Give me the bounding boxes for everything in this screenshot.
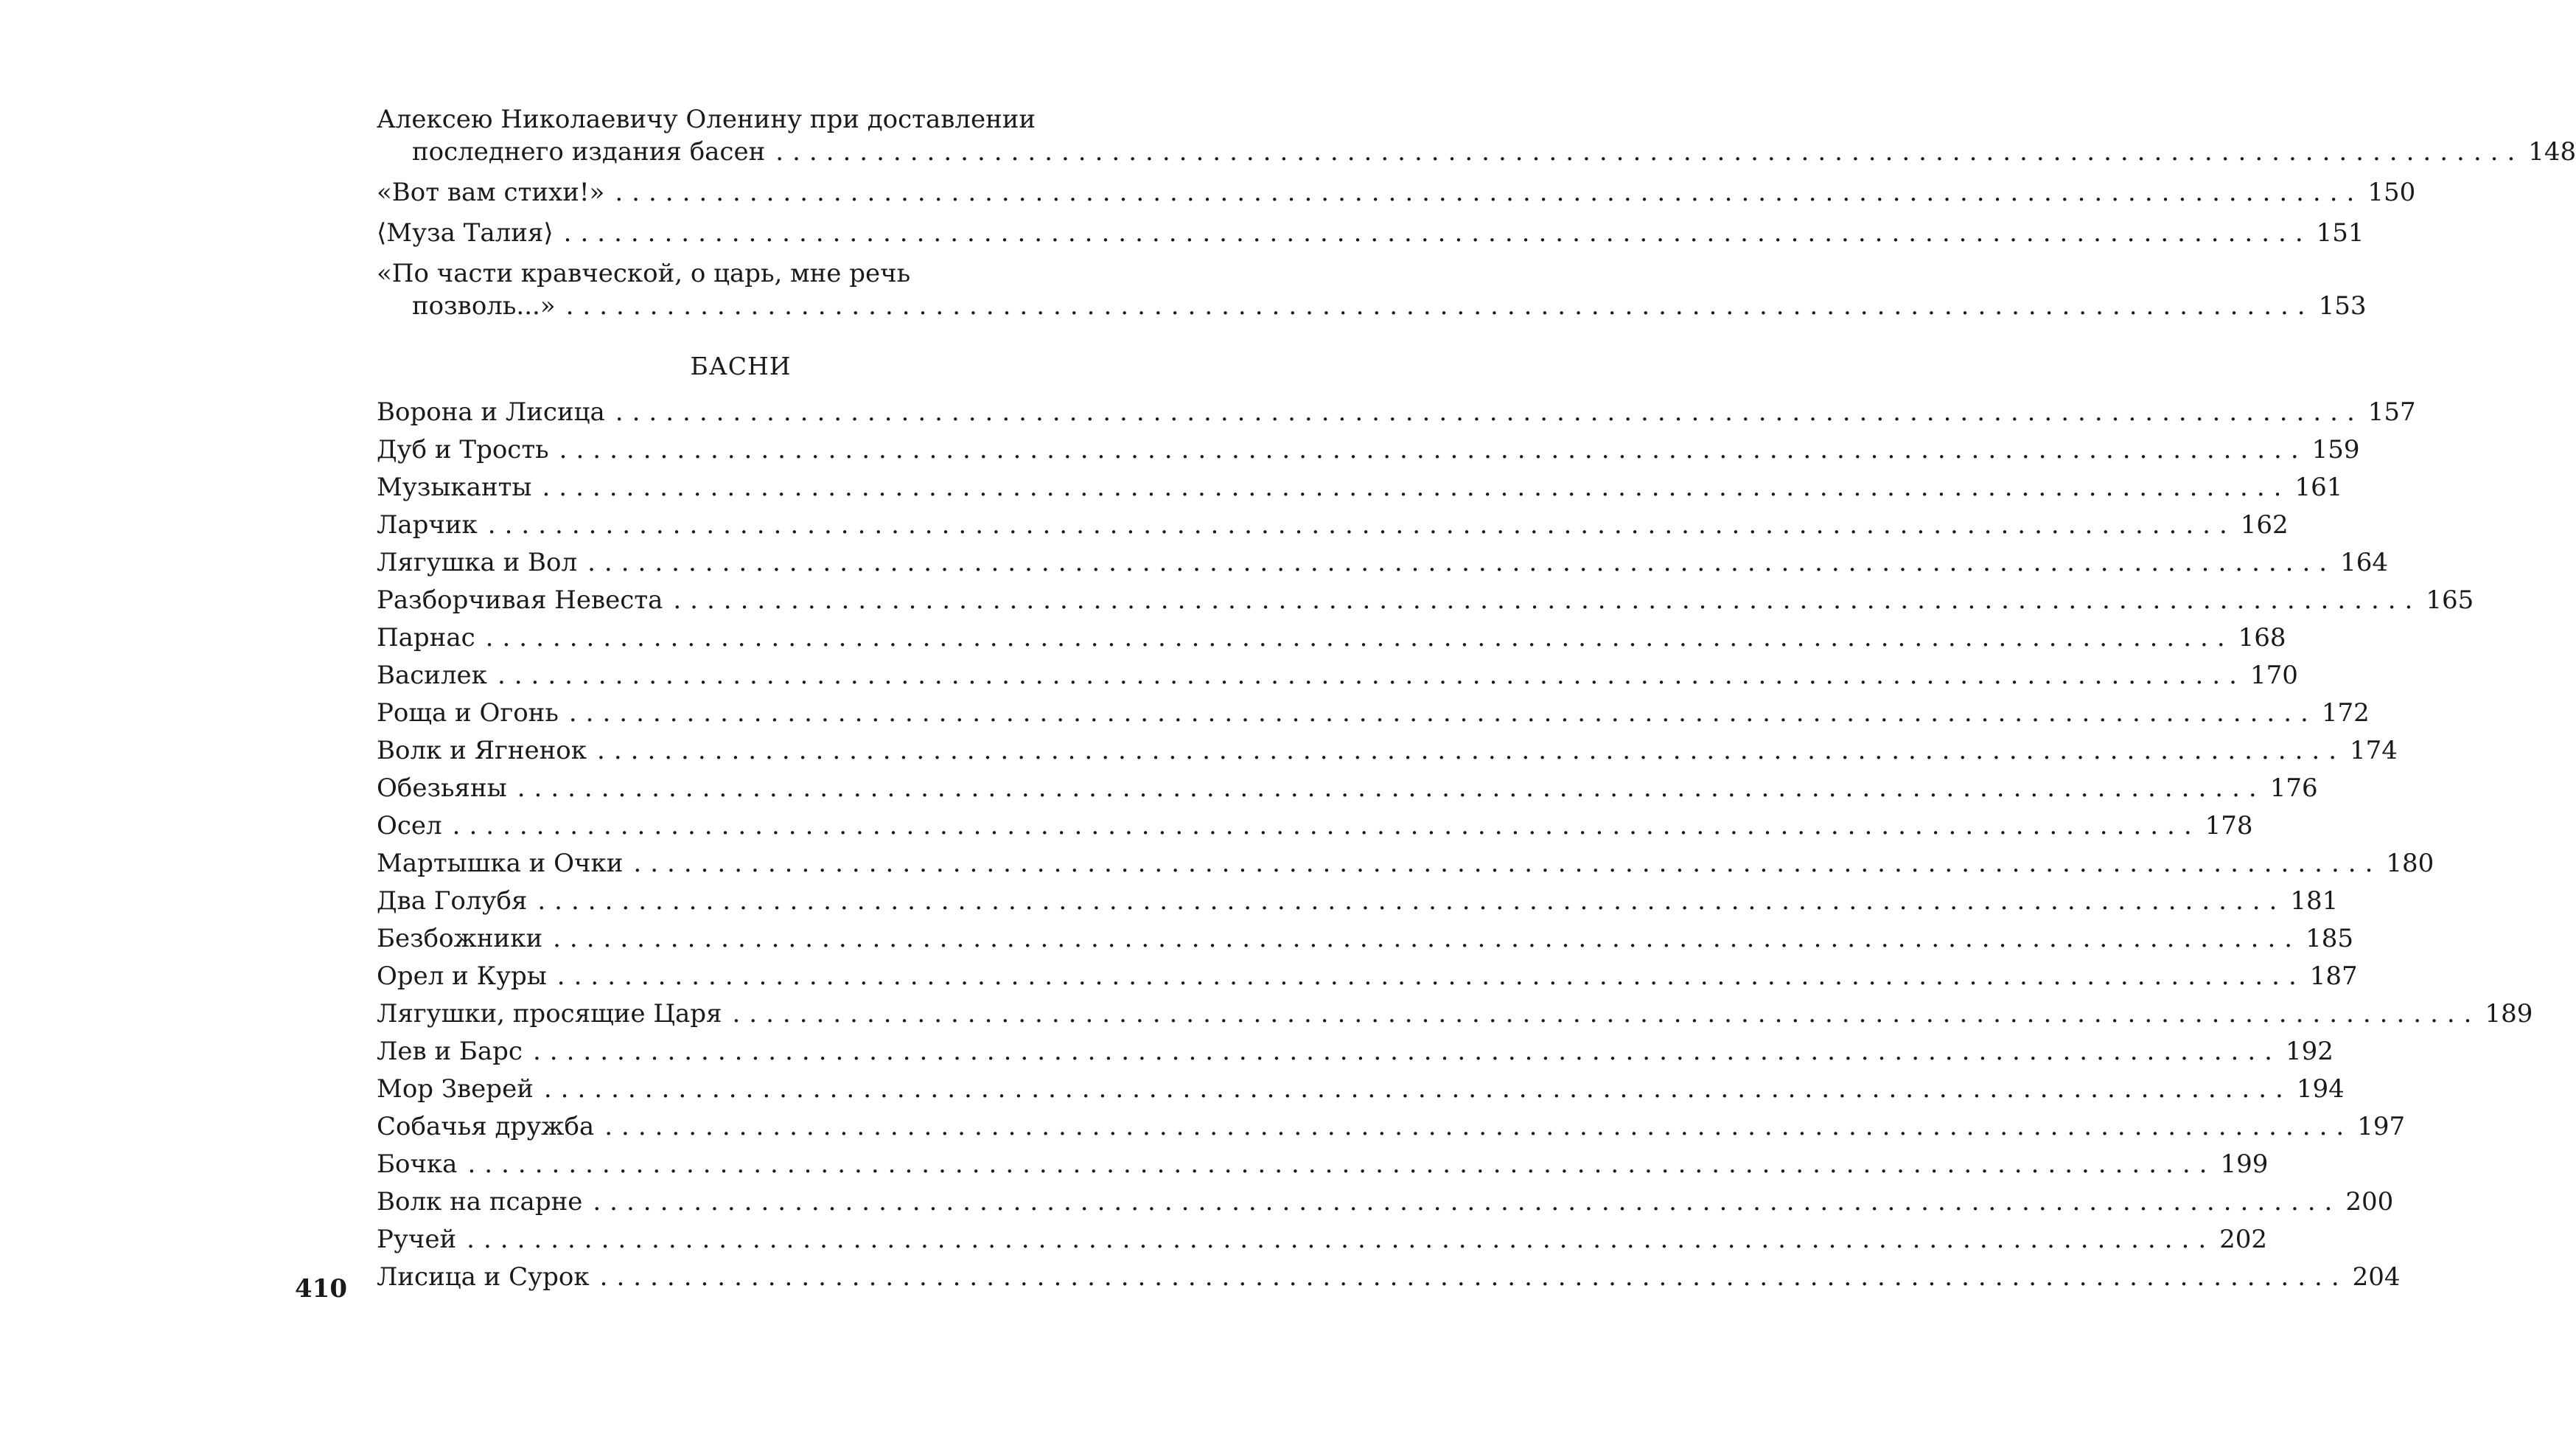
toc-entry-title-line2: позволь...» (412, 291, 556, 321)
toc-entry-page-number: 197 (2357, 1112, 2406, 1141)
toc-entry-page-number: 165 (2426, 585, 2474, 615)
toc-entry-title: Волк на псарне (377, 1187, 583, 1217)
dot-leader: ........................................................................................................ (553, 924, 2302, 953)
toc-entry (377, 734, 2398, 772)
toc-entry (377, 396, 2416, 434)
toc-entry-page-number: 180 (2386, 849, 2434, 878)
dot-leader: ........................................................................................................ (615, 397, 2364, 427)
toc-entry (377, 217, 2364, 249)
toc-entry (377, 103, 2576, 168)
toc-entry-page-number: 176 (2269, 773, 2318, 803)
dot-leader: ........................................................................................................ (517, 773, 2266, 803)
toc-entry (377, 1148, 2269, 1186)
toc-entry-page-number: 202 (2219, 1225, 2268, 1254)
toc-entry-page-number: 204 (2352, 1262, 2401, 1292)
toc-entry-page-number: 150 (2367, 178, 2416, 207)
toc-entry-title-line1: Алексею Николаевичу Оленину при доставлении (377, 105, 1036, 134)
toc-entry-page-number: 199 (2220, 1149, 2269, 1179)
toc-entry (377, 1261, 2401, 1298)
dot-leader: ........................................................................................................ (593, 1187, 2342, 1217)
toc-entry-title: Лягушка и Вол (377, 548, 578, 577)
toc-entry-title: Мор Зверей (377, 1074, 534, 1104)
toc-entry (377, 810, 2253, 847)
toc-entry (377, 1035, 2334, 1073)
toc-entry-title: Музыканты (377, 473, 532, 502)
dot-leader: ........................................................................................................ (467, 1149, 2216, 1179)
dot-leader: ........................................................................................................ (633, 849, 2382, 878)
toc-entry (377, 257, 2367, 322)
dot-leader: ........................................................................................................ (542, 473, 2291, 502)
dot-leader: ........................................................................................................ (537, 886, 2286, 916)
dot-leader: ........................................................................................................ (597, 736, 2346, 765)
toc-entry-page-number: 185 (2306, 924, 2354, 953)
toc-entry-page-number: 187 (2309, 961, 2358, 991)
toc-entry-title: «Вот вам стихи!» (377, 178, 605, 207)
toc-entry-page-number: 174 (2350, 736, 2398, 765)
toc-entry (377, 885, 2339, 922)
toc-entry-page-number: 178 (2205, 811, 2253, 841)
toc-entry-title: Мартышка и Очки (377, 849, 624, 878)
toc-entry (377, 1073, 2345, 1110)
dot-leader: ........................................................................................................ (673, 585, 2422, 615)
toc-entry-page-number: 157 (2367, 397, 2416, 427)
toc-entry-title-line2: последнего издания басен (412, 137, 766, 167)
dot-leader: ........................................................................................................ (563, 218, 2312, 248)
dot-leader: ........................................................................................................ (599, 1262, 2348, 1292)
toc-entry-title: Роща и Огонь (377, 698, 559, 728)
toc-entry-page-number: 162 (2240, 510, 2289, 540)
toc-entry (377, 659, 2298, 697)
page-number: 410 (295, 1274, 347, 1304)
toc-entry-title: Орел и Куры (377, 961, 547, 991)
dot-leader: ........................................................................................................ (775, 137, 2524, 167)
dot-leader: ........................................................................................................ (467, 1225, 2216, 1254)
toc-entry-title: Обезьяны (377, 773, 507, 803)
toc-entry-page-number: 181 (2290, 886, 2339, 916)
toc-entry-page-number: 164 (2340, 548, 2389, 577)
toc-entry-title: Безбожники (377, 924, 543, 953)
toc-entry-title: Волк и Ягненок (377, 736, 587, 765)
toc-entry-page-number: 159 (2311, 435, 2360, 464)
toc-entry-page-number: 189 (2485, 999, 2533, 1029)
fables-list (377, 396, 2533, 1298)
dot-leader: ........................................................................................................ (615, 178, 2364, 207)
table-of-contents (377, 103, 2576, 1298)
toc-entry (377, 922, 2354, 960)
toc-entry (377, 546, 2389, 584)
toc-entry-page-number: 153 (2318, 291, 2367, 321)
dot-leader: ........................................................................................................ (604, 1112, 2353, 1141)
toc-entry (377, 1110, 2406, 1148)
toc-entry-title: Собачья дружба (377, 1112, 595, 1141)
toc-entry-page-number: 161 (2294, 473, 2343, 502)
toc-entry (377, 697, 2370, 734)
toc-entry-title: Василек (377, 661, 487, 690)
toc-entry (377, 847, 2434, 885)
toc-entry (377, 584, 2474, 622)
section-heading: БАСНИ (690, 352, 792, 380)
dot-leader: ........................................................................................................ (565, 291, 2314, 321)
toc-entry (377, 176, 2416, 209)
toc-entry-title: Дуб и Трость (377, 435, 549, 464)
toc-entry-title: Два Голубя (377, 886, 528, 916)
dot-leader: ........................................................................................................ (532, 1037, 2281, 1066)
toc-entry-page-number: 148 (2528, 137, 2576, 167)
toc-entry-page-number: 172 (2321, 698, 2370, 728)
dot-leader: ........................................................................................................ (732, 999, 2481, 1029)
toc-entry-title: Осел (377, 811, 442, 841)
toc-entry (377, 471, 2343, 509)
toc-entry (377, 509, 2289, 546)
dot-leader: ........................................................................................................ (452, 811, 2201, 841)
toc-entry-title: Бочка (377, 1149, 458, 1179)
toc-entry-title: Разборчивая Невеста (377, 585, 663, 615)
dot-leader: ........................................................................................................ (485, 623, 2234, 653)
toc-entry (377, 1186, 2394, 1223)
dot-leader: ........................................................................................................ (497, 661, 2246, 690)
dot-leader: ........................................................................................................ (568, 698, 2317, 728)
toc-entry-page-number: 151 (2316, 218, 2364, 248)
toc-entry-page-number: 192 (2285, 1037, 2334, 1066)
toc-entry (377, 772, 2318, 810)
toc-entry-title: Ворона и Лисица (377, 397, 605, 427)
toc-entry-title: Лев и Барс (377, 1037, 523, 1066)
toc-entry-page-number: 200 (2345, 1187, 2394, 1217)
dot-leader: ........................................................................................................ (556, 961, 2306, 991)
toc-entry (377, 960, 2358, 998)
toc-entry-title: Парнас (377, 623, 475, 653)
toc-entry-page-number: 194 (2296, 1074, 2345, 1104)
toc-entry (377, 1223, 2268, 1261)
toc-entry-title: Ларчик (377, 510, 478, 540)
dot-leader: ........................................................................................................ (587, 548, 2336, 577)
toc-entry-title-line1: «По части кравческой, о царь, мне речь (377, 259, 911, 288)
toc-entry (377, 622, 2286, 659)
dot-leader: ........................................................................................................ (559, 435, 2308, 464)
toc-entry-title: ⟨Муза Талия⟩ (377, 218, 554, 248)
toc-entry (377, 434, 2360, 471)
dot-leader: ........................................................................................................ (543, 1074, 2292, 1104)
toc-entry-page-number: 168 (2238, 623, 2286, 653)
dot-leader: ........................................................................................................ (487, 510, 2236, 540)
toc-entry-title: Лягушки, просящие Царя (377, 999, 722, 1029)
toc-entry-title: Ручей (377, 1225, 457, 1254)
toc-entry-title: Лисица и Сурок (377, 1262, 590, 1292)
toc-entry-page-number: 170 (2249, 661, 2298, 690)
toc-entry (377, 998, 2533, 1035)
